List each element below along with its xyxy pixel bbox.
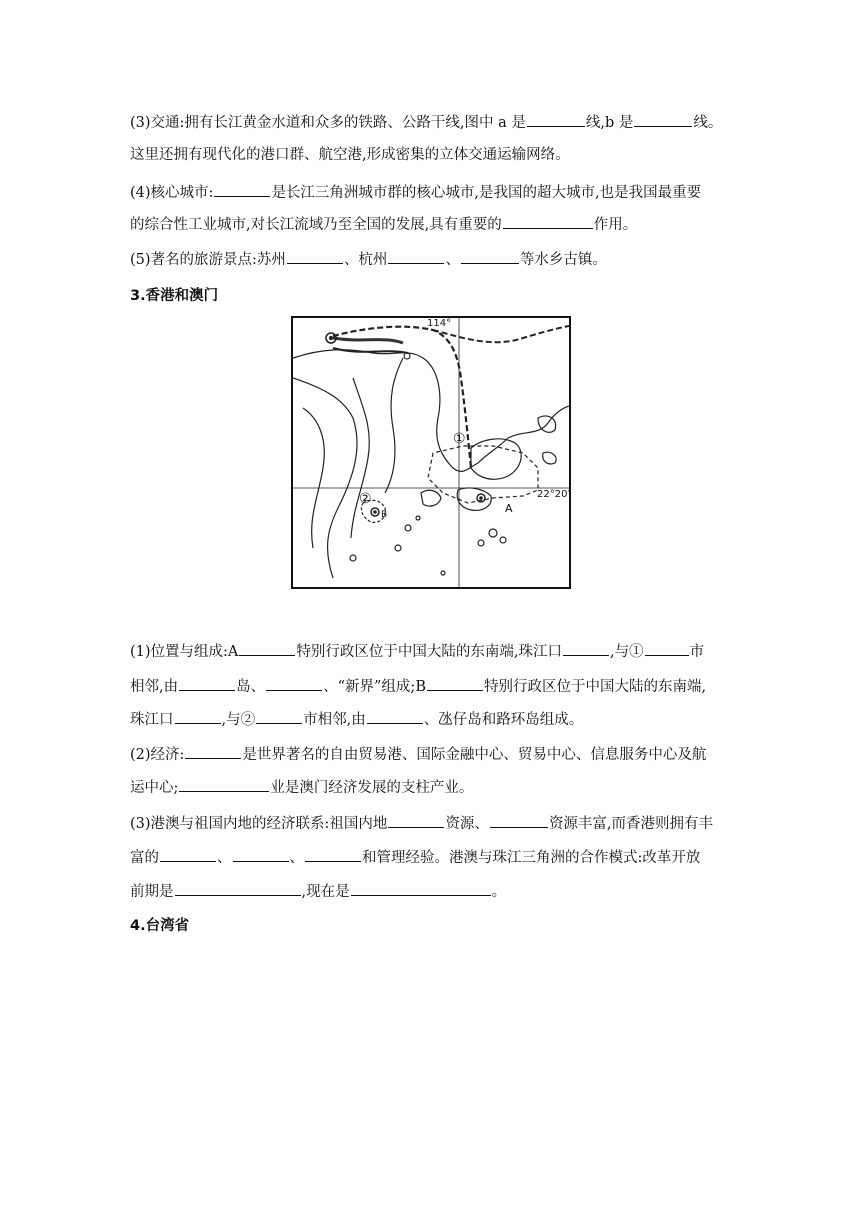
text: 。 <box>491 884 507 900</box>
text: 市 <box>689 644 705 660</box>
text: 、 <box>445 252 460 268</box>
text: (2)经济: <box>130 747 185 763</box>
text: 、 <box>217 850 232 866</box>
mainland-coast <box>293 350 569 472</box>
text: 运中心; <box>130 780 179 796</box>
latitude-label: 22°20′ <box>537 489 570 500</box>
s3-q1-line3 <box>130 709 730 730</box>
text: 资源、 <box>445 816 489 832</box>
s2-p3-line1 <box>130 112 730 133</box>
text: 珠江口 <box>130 712 174 728</box>
blank-b[interactable] <box>634 112 692 127</box>
blank[interactable] <box>160 847 216 862</box>
text: 是长江三角洲城市群的核心城市,是我国的超大城市,也是我国最重要 <box>271 185 702 201</box>
text: 线,b 是 <box>585 115 634 131</box>
s3-q2-line1 <box>130 744 730 765</box>
s2-p3-line2: 这里还拥有现代化的港口群、航空港,形成密集的立体交通运输网络。 <box>130 147 570 163</box>
lantau-island <box>421 490 441 506</box>
region-label-a: A <box>505 502 513 515</box>
text: 市相邻,由 <box>303 712 366 728</box>
text: 的综合性工业城市,对长江流域乃至全国的发展,具有重要的 <box>130 217 502 233</box>
blank-role[interactable] <box>503 214 593 229</box>
blank[interactable] <box>490 813 548 828</box>
blank[interactable] <box>239 641 295 656</box>
city-marker-1: ① <box>453 431 466 447</box>
blank[interactable] <box>256 709 302 724</box>
text: 、氹仔岛和路环岛组成。 <box>423 712 584 728</box>
blank[interactable] <box>185 744 241 759</box>
s3-q1-line1 <box>130 641 730 662</box>
text: (3)交通:拥有长江黄金水道和众多的铁路、公路干线,图中 a 是 <box>130 115 526 131</box>
blank[interactable] <box>645 641 689 656</box>
text: 岛、 <box>236 679 266 695</box>
text: (5)著名的旅游景点:苏州 <box>130 252 286 268</box>
blank[interactable] <box>367 709 423 724</box>
s3-q1-line2 <box>130 676 730 697</box>
s2-p4-line1 <box>130 182 730 203</box>
blank[interactable] <box>563 641 609 656</box>
blank[interactable] <box>351 881 491 896</box>
blank[interactable] <box>305 847 361 862</box>
text: 、杭州 <box>343 252 388 268</box>
s3-q3-line1 <box>130 813 730 834</box>
blank-suzhou[interactable] <box>287 249 343 264</box>
section-heading-taiwan: 4.台湾省 <box>130 918 190 934</box>
text: 特别行政区位于中国大陆的东南端, <box>483 679 707 695</box>
text: ,与② <box>221 712 256 728</box>
text: 特别行政区位于中国大陆的东南端,珠江口 <box>296 644 563 660</box>
text: 资源丰富,而香港则拥有丰 <box>548 816 714 832</box>
region-label-b: B <box>381 510 388 520</box>
blank[interactable] <box>266 676 322 691</box>
blank[interactable] <box>388 813 444 828</box>
text: 是世界著名的自由贸易港、国际金融中心、贸易中心、信息服务中心及航 <box>242 747 707 763</box>
text: (4)核心城市: <box>130 185 214 201</box>
s2-p5-line1 <box>130 249 730 270</box>
text: 富的 <box>130 850 159 866</box>
hk-kowloon <box>471 439 521 479</box>
text: ,现在是 <box>301 884 350 900</box>
blank[interactable] <box>179 676 235 691</box>
text: 作用。 <box>593 217 638 233</box>
text: ,与① <box>610 644 644 660</box>
map-drawing <box>293 318 569 587</box>
hk-macau-map <box>291 316 571 589</box>
text: 相邻,由 <box>130 679 179 695</box>
city-marker-2: ② <box>359 491 372 507</box>
section-heading-hk-macau: 3.香港和澳门 <box>130 288 219 304</box>
text: 线。 <box>693 115 723 131</box>
blank-core-city[interactable] <box>214 182 270 197</box>
text: (1)位置与组成:A <box>130 644 239 660</box>
blank[interactable] <box>175 709 221 724</box>
blank-town[interactable] <box>461 249 519 264</box>
text: 、“新界”组成;B <box>323 679 426 695</box>
text: (3)港澳与祖国内地的经济联系:祖国内地 <box>130 816 388 832</box>
blank-a[interactable] <box>527 112 585 127</box>
s3-q2-line2 <box>130 777 730 798</box>
s2-p4-line2 <box>130 214 730 235</box>
text: 、 <box>289 850 304 866</box>
text: 等水乡古镇。 <box>519 252 607 268</box>
blank[interactable] <box>179 777 269 792</box>
blank-hangzhou[interactable] <box>388 249 444 264</box>
text: 和管理经验。港澳与珠江三角洲的合作模式:改革开放 <box>362 850 701 866</box>
blank[interactable] <box>427 676 483 691</box>
text: 业是澳门经济发展的支柱产业。 <box>270 780 474 796</box>
s3-q3-line3 <box>130 881 730 902</box>
text: 前期是 <box>130 884 174 900</box>
longitude-label: 114° <box>427 318 452 329</box>
blank[interactable] <box>175 881 301 896</box>
blank[interactable] <box>233 847 289 862</box>
s3-q3-line2 <box>130 847 730 868</box>
